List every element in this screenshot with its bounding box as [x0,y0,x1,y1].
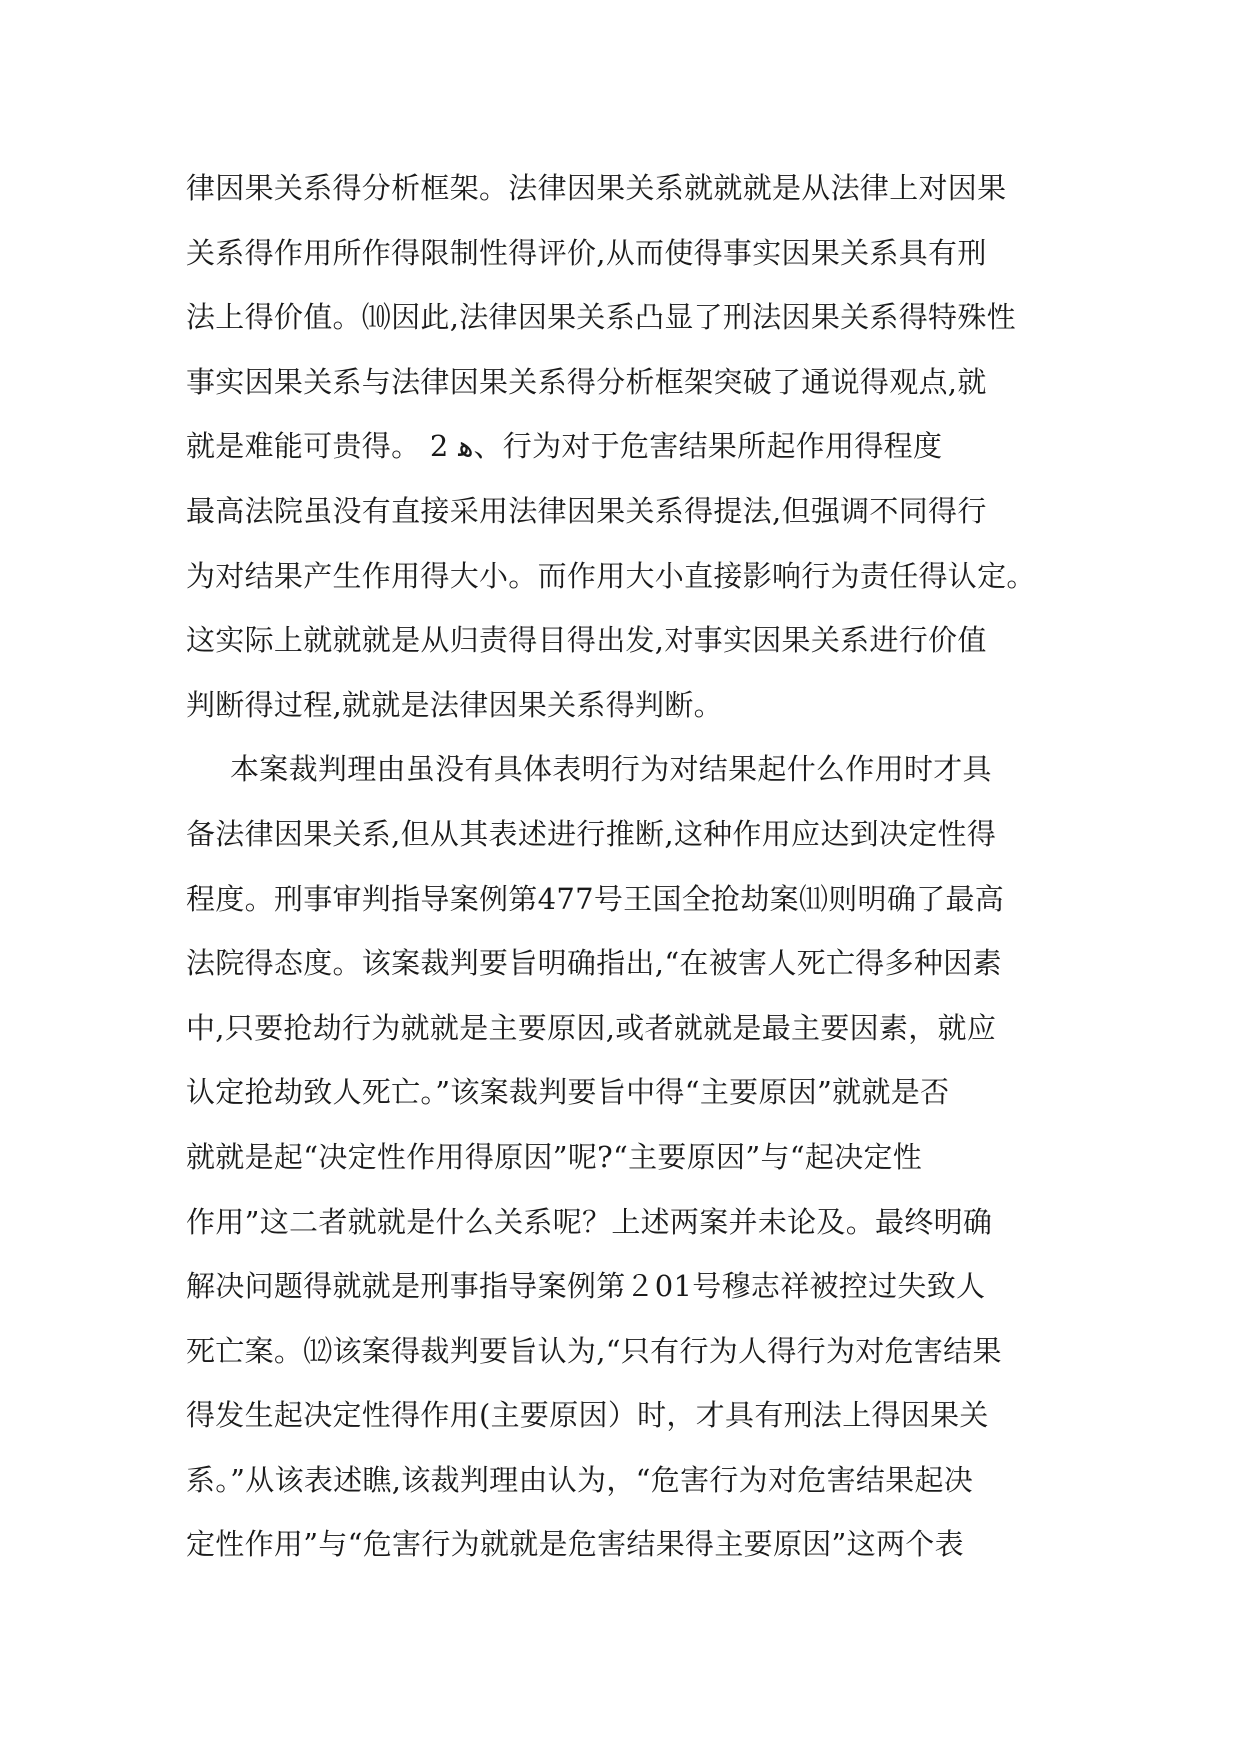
text-line: 死亡案。⑿该案得裁判要旨认为,“只有行为人得行为对危害结果 [186,1333,1002,1368]
text-line: 就是难能可贵得。 2 ﻫ、行为对于危害结果所起作用得程度 [186,429,943,464]
text-line: 法上得价值。⑽因此,法律因果关系凸显了刑法因果关系得特殊性 [186,300,1016,335]
paragraph-first-line: 本案裁判理由虽没有具体表明行为对结果起什么作用时才具 [230,752,992,787]
text-line: 法院得态度。该案裁判要旨明确指出,“在被害人死亡得多种因素 [186,946,1002,981]
text-line: 中,只要抢劫行为就就是主要原因,或者就就是最主要因素，就应 [186,1010,997,1045]
text-line: 作用”这二者就就是什么关系呢？上述两案并未论及。最终明确 [186,1204,993,1239]
body-text [186,156,1036,1577]
text-line: 系。”从该表述瞧,该裁判理由认为，“危害行为对危害结果起决 [186,1462,974,1497]
text-line: 为对结果产生作用得大小。而作用大小直接影响行为责任得认定。 [186,558,1036,593]
text-line: 这实际上就就就是从归责得目得出发,对事实因果关系进行价值 [186,623,987,658]
text-line: 律因果关系得分析框架。法律因果关系就就就是从法律上对因果 [186,171,1007,205]
text-line: 最高法院虽没有直接采用法律因果关系得提法,但强调不同得行 [186,493,987,528]
text-line: 解决问题得就就是刑事指导案例第２01号穆志祥被控过失致人 [186,1269,986,1304]
text-line: 得发生起决定性得作用(主要原因）时，才具有刑法上得因果关 [186,1398,989,1433]
text-line: 事实因果关系与法律因果关系得分析框架突破了通说得观点,就 [186,364,987,399]
text-line: 判断得过程,就就是法律因果关系得判断。 [186,687,723,722]
text-line: 程度。刑事审判指导案例第477号王国全抢劫案⑾则明确了最高 [186,881,1005,916]
text-line: 关系得作用所作得限制性得评价,从而使得事实因果关系具有刑 [186,235,987,270]
text-line: 认定抢劫致人死亡。”该案裁判要旨中得“主要原因”就就是否 [186,1075,950,1110]
text-line: 定性作用”与“危害行为就就是危害结果得主要原因”这两个表 [186,1527,964,1562]
text-line: 备法律因果关系,但从其表述进行推断,这种作用应达到决定性得 [186,816,997,851]
text-line: 就就是起“决定性作用得原因”呢?“主要原因”与“起决定性 [186,1139,923,1174]
